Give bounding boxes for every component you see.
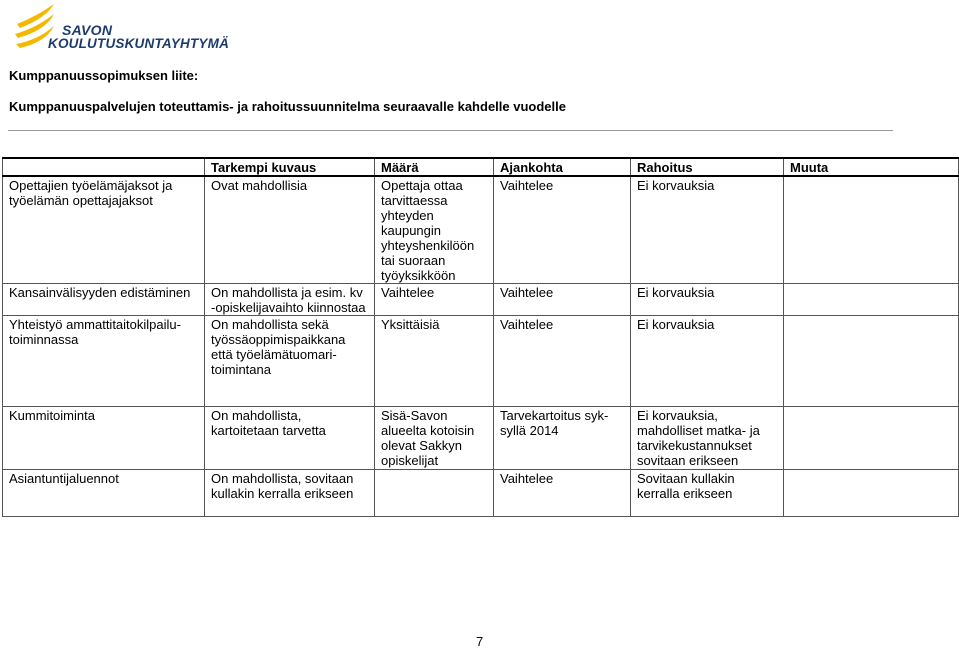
table-cell: Ei korvauksia	[631, 176, 784, 284]
table-cell: Vaihtelee	[494, 470, 631, 517]
table-row	[3, 316, 959, 407]
table-cell	[375, 470, 494, 517]
table-cell: Vaihtelee	[494, 176, 631, 284]
table-cell	[784, 407, 959, 470]
table-cell: On mahdollista sekä työssäoppimispaikkana että työelämätuomari- toimintana	[205, 316, 375, 407]
table-cell: On mahdollista ja esim. kv -opiskelijavaihto kiinnostaa	[205, 284, 375, 316]
table-cell: Tarvekartoitus syk- syllä 2014	[494, 407, 631, 470]
plan-table	[2, 157, 959, 517]
page-number: 7	[476, 634, 484, 649]
logo-text: SAVON	[62, 22, 113, 38]
table-cell: Yhteistyö ammattitaitokilpailu- toiminnassa	[3, 316, 205, 407]
table-cell: Sovitaan kullakin kerralla erikseen	[631, 470, 784, 517]
header-cell: Tarkempi kuvaus	[205, 158, 375, 176]
table-cell: Sisä-Savon alueelta kotoisin olevat Sakkyn opiskelijat	[375, 407, 494, 470]
header-cell: Rahoitus	[631, 158, 784, 176]
page-subheading: Kumppanuuspalvelujen toteuttamis- ja rahoitussuunnitelma seuraavalle kahdelle vuodelle	[9, 99, 566, 114]
table-cell: Kansainvälisyyden edistäminen	[3, 284, 205, 316]
table-cell: Ovat mahdollisia	[205, 176, 375, 284]
table-cell: Opettajien työelämäjaksot ja työelämän opettajajaksot	[3, 176, 205, 284]
page-heading: Kumppanuussopimuksen liite:	[9, 68, 199, 83]
table-cell: Vaihtelee	[494, 284, 631, 316]
divider	[8, 130, 893, 131]
logo	[12, 2, 232, 54]
table-cell: Asiantuntijaluennot	[3, 470, 205, 517]
table-cell: Ei korvauksia	[631, 284, 784, 316]
table-cell: Kummitoiminta	[3, 407, 205, 470]
table-cell: Vaihtelee	[494, 316, 631, 407]
table-cell	[784, 316, 959, 407]
table-cell: Yksittäisiä	[375, 316, 494, 407]
header-cell: Määrä	[375, 158, 494, 176]
table-row	[3, 407, 959, 470]
logo-text: KOULUTUSKUNTAYHTYMÄ	[48, 36, 230, 51]
table-cell	[784, 284, 959, 316]
table-cell	[784, 176, 959, 284]
table-cell: On mahdollista, kartoitetaan tarvetta	[205, 407, 375, 470]
header-cell: Ajankohta	[494, 158, 631, 176]
table-row	[3, 284, 959, 316]
header-cell: Muuta	[784, 158, 959, 176]
table-cell	[784, 470, 959, 517]
table-header-row	[3, 158, 959, 176]
table-cell: Vaihtelee	[375, 284, 494, 316]
table-cell: Ei korvauksia	[631, 316, 784, 407]
table-row	[3, 176, 959, 284]
table-row	[3, 470, 959, 517]
table-cell: On mahdollista, sovitaan kullakin kerralla erikseen	[205, 470, 375, 517]
table-cell: Opettaja ottaa tarvittaessa yhteyden kaupungin yhteyshenkilöön tai suoraan työyksikköön	[375, 176, 494, 284]
table-cell: Ei korvauksia, mahdolliset matka- ja tarvikekustannukset sovitaan erikseen	[631, 407, 784, 470]
header-cell	[3, 158, 205, 176]
